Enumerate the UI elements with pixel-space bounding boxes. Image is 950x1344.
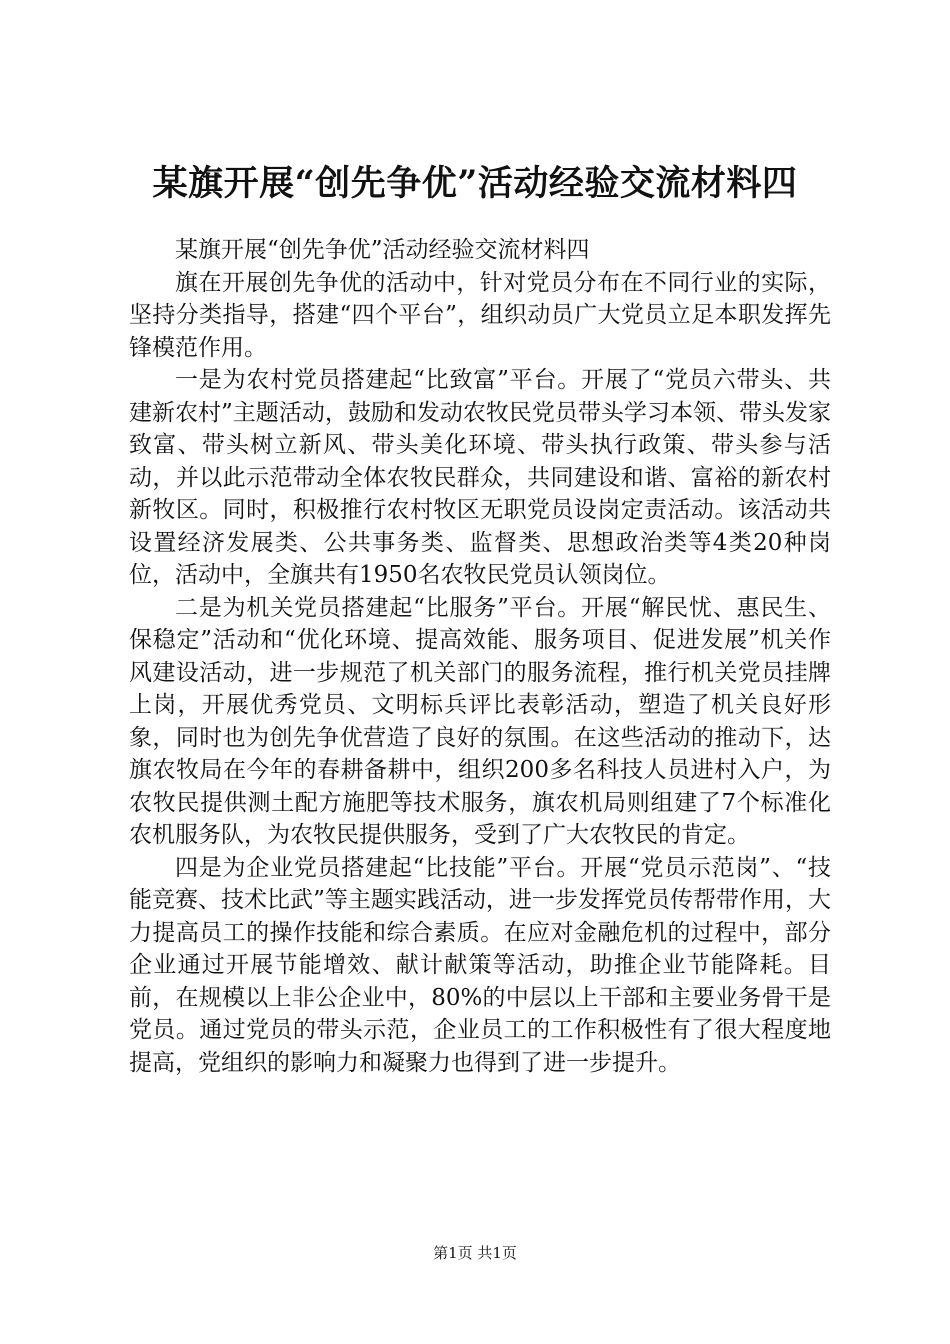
document-body: [129, 234, 831, 1079]
paragraph-intro: 旗在开展创先争优的活动中，针对党员分布在不同行业的实际，坚持分类指导，搭建“四个平台”，组织动员广大党员立足本职发挥先锋模范作用。: [129, 269, 831, 361]
paragraph-enterprise-members: 四是为企业党员搭建起“比技能”平台。开展“党员示范岗”、“技能竞赛、技术比武”等主题实践活动，进一步发挥党员传帮带作用，大力提高员工的操作技能和综合素质。在应对金融危机的过程中，部分企业通过开展节能增效、献计献策等活动，助推企业节能降耗。目前，在规模以上非公企业中，80%的中层以上干部和主要业务骨干是党员。通过党员的带头示范，企业员工的工作积极性有了很大程度地提高，党组织的影响力和凝聚力也得到了进一步提升。: [129, 854, 831, 1076]
paragraph-agency-members: 二是为机关党员搭建起“比服务”平台。开展“解民忧、惠民生、保稳定”活动和“优化环境、提高效能、服务项目、促进发展”机关作风建设活动，进一步规范了机关部门的服务流程，推行机关党员挂牌上岗，开展优秀党员、文明标兵评比表彰活动，塑造了机关良好形象，同时也为创先争优营造了良好的氛围。在这些活动的推动下，达旗农牧局在今年的春耕备耕中，组织200多名科技人员进村入户，为农牧民提供测土配方施肥等技术服务，旗农机局则组建了7个标准化农机服务队，为农牧民提供服务，受到了广大农牧民的肯定。: [129, 594, 831, 848]
page-footer: 第1页 共1页: [433, 1244, 517, 1262]
paragraph-rural-members: 一是为农村党员搭建起“比致富”平台。开展了“党员六带头、共建新农村”主题活动，鼓励和发动农牧民党员带头学习本领、带头发家致富、带头树立新风、带头美化环境、带头执行政策、带头参与活动，并以此示范带动全体农牧民群众，共同建设和谐、富裕的新农村新牧区。同时，积极推行农村牧区无职党员设岗定责活动。该活动共设置经济发展类、公共事务类、监督类、思想政治类等4类20种岗位，活动中，全旗共有1950名农牧民党员认领岗位。: [129, 367, 831, 588]
document-title: 某旗开展“创先争优”活动经验交流材料四: [152, 163, 798, 204]
paragraph-subtitle: 某旗开展“创先争优”活动经验交流材料四: [175, 237, 590, 263]
